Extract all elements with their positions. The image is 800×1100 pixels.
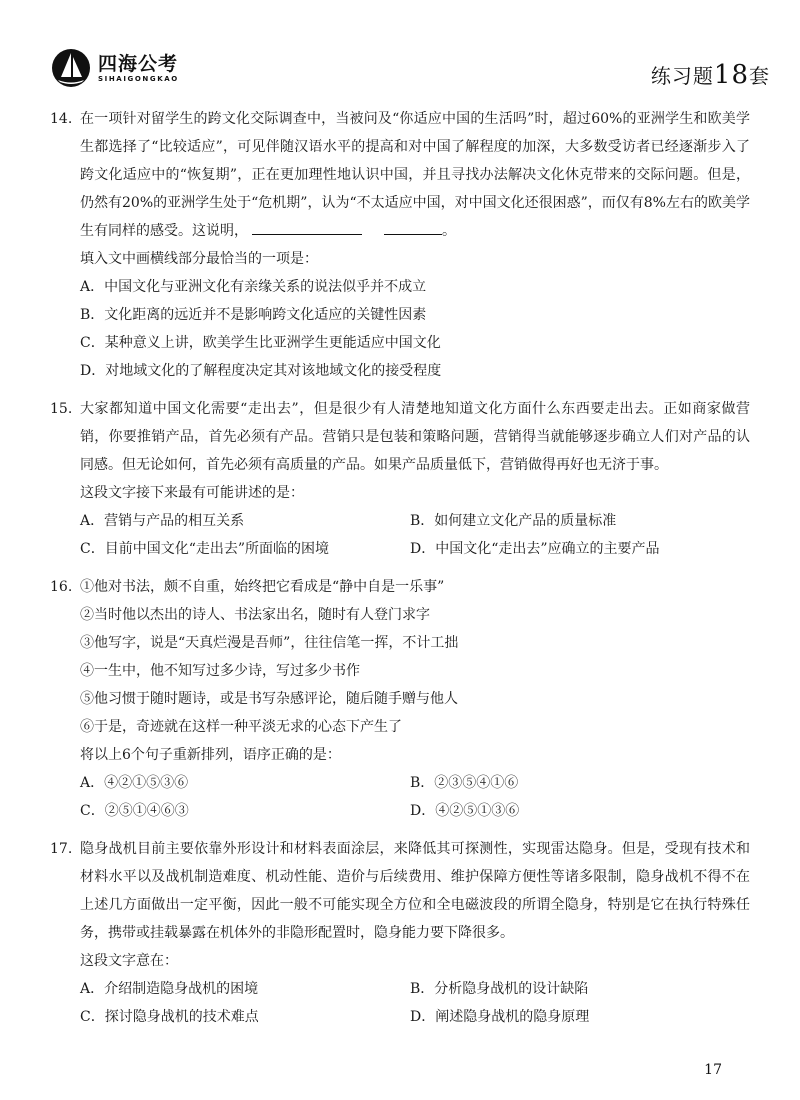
question-number: 17. <box>50 841 73 857</box>
question-number: 14. <box>50 111 73 127</box>
question-16 <box>50 573 750 825</box>
question-prompt: 这段文字意在： <box>80 953 178 969</box>
question-list <box>50 105 750 1041</box>
option-c: C．目前中国文化“走出去”所面临的困境 <box>80 541 330 557</box>
question-prompt: 填入文中画横线部分最恰当的一项是： <box>80 251 318 267</box>
question-14 <box>50 105 750 385</box>
option-a: A．中国文化与亚洲文化有亲缘关系的说法似乎并不成立 <box>80 279 427 295</box>
option-d: D．对地域文化的了解程度决定其对该地域文化的接受程度 <box>80 363 442 379</box>
option-a: A．④②①⑤③⑥ <box>80 775 189 791</box>
logo-english-text: SIHAIGONGKAO <box>98 74 179 83</box>
set-title-number: 18 <box>713 60 749 90</box>
question-number: 16. <box>50 579 73 595</box>
sentence-3: ③他写字，说是“天真烂漫是吾师”，往往信笔一挥，不计工拙 <box>80 635 459 651</box>
set-title-suffix: 套 <box>749 64 770 88</box>
sentence-5: ⑤他习惯于随时题诗，或是书写杂感评论，随后随手赠与他人 <box>80 691 458 707</box>
question-number: 15. <box>50 401 73 417</box>
question-prompt: 将以上6个句子重新排列，语序正确的是： <box>80 747 341 763</box>
logo-chinese-text: 四海公考 <box>98 52 179 75</box>
option-a: A．营销与产品的相互关系 <box>80 513 245 529</box>
sail-logo-icon <box>50 47 92 89</box>
question-stem: 隐身战机目前主要依靠外形设计和材料表面涂层，来降低其可探测性，实现雷达隐身。但是，受现有技术和材料水平以及战机制造难度、机动性能、造价与后续费用、维护保障方便性等诸多限制，隐身战机不得不在上述几方面做出一定平衡，因此一般不可能实现全方位和全电磁波段的所谓全隐身，特别是它在执行特殊任务，携带或挂载暴露在机体外的非隐形配置时，隐身能力要下降很多。 <box>80 841 750 941</box>
sentence-1: ①他对书法，颇不自重，始终把它看成是“静中自是一乐事” <box>80 579 445 595</box>
option-b: B．分析隐身战机的设计缺陷 <box>410 981 589 997</box>
option-b: B．文化距离的远近并不是影响跨文化适应的关键性因素 <box>80 307 427 323</box>
question-15 <box>50 395 750 563</box>
option-d: D．阐述隐身战机的隐身原理 <box>410 1009 590 1025</box>
question-stem <box>80 105 750 245</box>
sentence-2: ②当时他以杰出的诗人、书法家出名，随时有人登门求字 <box>80 607 430 623</box>
page-number: 17 <box>704 1062 722 1078</box>
sentence-6: ⑥于是，奇迹就在这样一种平淡无求的心态下产生了 <box>80 719 402 735</box>
option-c: C．探讨隐身战机的技术难点 <box>80 1009 259 1025</box>
brand-logo <box>50 48 179 88</box>
answer-blank <box>252 218 362 235</box>
option-d: D．中国文化“走出去”应确立的主要产品 <box>410 541 660 557</box>
question-prompt: 这段文字接下来最有可能讲述的是： <box>80 485 304 501</box>
option-b: B．如何建立文化产品的质量标准 <box>410 513 617 529</box>
stem-text: 在一项针对留学生的跨文化交际调查中，当被问及“你适应中国的生活吗”时，超过60%的亚洲学生和欧美学生都选择了“比较适应”，可见伴随汉语水平的提高和对中国了解程度的加深，大多数受访者已经逐渐步入了跨文化适应中的“恢复期”，正在更加理性地认识中国，并且寻找办法解决文化休克带来的交际问题。但是，仍然有20%的亚洲学生处于“危机期”，认为“不太适应中国，对中国文化还很困惑”，而仅有8%左右的欧美学生有同样的感受。这说明， <box>80 111 750 239</box>
question-17 <box>50 835 750 1031</box>
option-c: C．某种意义上讲，欧美学生比亚洲学生更能适应中国文化 <box>80 335 441 351</box>
stem-end-text: 。 <box>442 223 456 239</box>
set-title <box>651 60 770 90</box>
option-d: D．④②⑤①③⑥ <box>410 803 520 819</box>
set-title-prefix: 练习题 <box>650 64 714 88</box>
question-stem: 大家都知道中国文化需要“走出去”，但是很少有人清楚地知道文化方面什么东西要走出去。正如商家做营销，你要推销产品，首先必须有产品。营销只是包装和策略问题，营销得当就能够逐步确立人们对产品的认同感。但无论如何，首先必须有高质量的产品。如果产品质量低下，营销做得再好也无济于事。 <box>80 401 750 473</box>
answer-blank-2 <box>384 218 442 235</box>
option-c: C．②⑤①④⑥③ <box>80 803 189 819</box>
option-b: B．②③⑤④①⑥ <box>410 775 519 791</box>
page-header <box>50 42 770 92</box>
sentence-4: ④一生中，他不知写过多少诗，写过多少书作 <box>80 663 360 679</box>
option-a: A．介绍制造隐身战机的困境 <box>80 981 259 997</box>
